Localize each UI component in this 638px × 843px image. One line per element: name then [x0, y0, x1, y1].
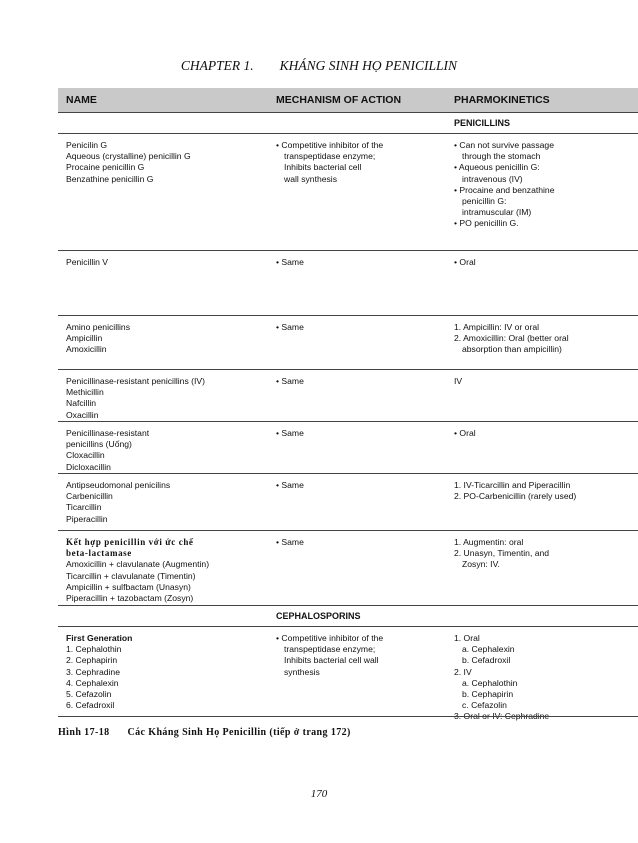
mechanism-text: • Same — [276, 257, 304, 267]
pk-text: 1. IV-Ticarcillin and Piperacillin — [454, 480, 571, 490]
pk-text: 1. Oral — [454, 633, 480, 643]
mechanism-text: transpeptidase enzyme; — [284, 151, 376, 162]
name-cell — [66, 376, 266, 421]
pk-text: • Oral — [454, 257, 476, 267]
figure-caption — [58, 727, 351, 738]
pk-text: • Procaine and benzathine — [454, 184, 555, 195]
chapter-title: KHÁNG SINH HỌ PENICILLIN — [279, 58, 458, 73]
name-cell — [66, 480, 266, 525]
section-row-penicillins — [58, 112, 638, 133]
pharmacokinetics-cell — [454, 633, 638, 723]
pharmacokinetics-cell — [454, 257, 638, 268]
column-header-name: NAME — [66, 94, 97, 106]
drug-name: Nafcillin — [66, 398, 97, 409]
mechanism-text: • Same — [276, 322, 304, 332]
pk-text: • Oral — [454, 428, 476, 438]
table-row — [58, 315, 638, 369]
mechanism-cell — [276, 257, 448, 268]
mechanism-text: • Same — [276, 480, 304, 490]
pk-text: b. Cefadroxil — [462, 655, 511, 666]
drug-name: Kết hợp penicillin với ức chế — [66, 537, 194, 547]
mechanism-text: • Same — [276, 537, 304, 547]
section-label-cephalosporins: CEPHALOSPORINS — [276, 611, 361, 621]
mechanism-cell — [276, 428, 448, 439]
chapter-label: CHAPTER 1. — [180, 58, 254, 73]
drug-name: Piperacillin + tazobactam (Zosyn) — [66, 593, 194, 604]
pharmacokinetics-cell — [454, 480, 638, 502]
section-row-cephalosporins — [58, 605, 638, 626]
mechanism-cell — [276, 322, 448, 333]
pk-text: a. Cephalexin — [462, 644, 515, 655]
pk-text: • PO penicillin G. — [454, 218, 519, 229]
mechanism-text: synthesis — [284, 666, 320, 677]
pk-text: • Aqueous penicillin G: — [454, 162, 540, 173]
mechanism-text: • Same — [276, 428, 304, 438]
pk-text: Zosyn: IV. — [462, 559, 500, 570]
drug-name: Benzathine penicillin G — [66, 173, 154, 184]
name-cell — [66, 322, 266, 356]
pk-text: b. Cephapirin — [462, 689, 514, 700]
table-row — [58, 530, 638, 605]
pk-text: IV — [454, 376, 463, 386]
mechanism-cell — [276, 480, 448, 491]
name-cell — [66, 140, 266, 185]
name-cell — [66, 633, 266, 711]
figure-caption-text: Các Kháng Sinh Họ Penicillin (tiếp ở trang 172) — [127, 727, 351, 738]
drug-name: Oxacillin — [66, 409, 99, 420]
mechanism-text: • Competitive inhibitor of the — [276, 633, 384, 643]
pharmacokinetics-cell — [454, 428, 638, 439]
drug-name: Amoxicillin — [66, 344, 107, 355]
table-header — [58, 88, 638, 112]
pharmacokinetics-cell — [454, 140, 638, 230]
mechanism-cell — [276, 633, 448, 678]
drug-name: Ticarcillin — [66, 502, 102, 513]
pk-text: 1. Augmentin: oral — [454, 537, 524, 547]
mechanism-cell — [276, 140, 448, 185]
drug-name: 5. Cefazolin — [66, 689, 112, 700]
figure-label: Hình 17-18 — [58, 727, 110, 738]
drug-name: Amino penicillins — [66, 322, 131, 332]
name-cell — [66, 428, 266, 473]
mechanism-cell — [276, 376, 448, 387]
pk-text: a. Cephalothin — [462, 677, 518, 688]
mechanism-text: wall synthesis — [284, 173, 338, 184]
pk-text: intravenous (IV) — [462, 173, 523, 184]
table-row — [58, 421, 638, 473]
drug-name: Penicillinase-resistant penicillins (IV) — [66, 376, 205, 386]
pharmacokinetics-cell — [454, 376, 638, 387]
pharmacokinetics-cell — [454, 537, 638, 571]
drug-name: Piperacillin — [66, 513, 108, 524]
mechanism-text: Inhibits bacterial cell wall — [284, 655, 379, 666]
pk-text: 2. Amoxicillin: Oral (better oral — [454, 333, 569, 344]
drug-name: Methicillin — [66, 387, 104, 398]
drug-name: Aqueous (crystalline) penicillin G — [66, 151, 191, 162]
name-cell — [66, 537, 266, 604]
name-cell — [66, 257, 266, 268]
drug-name: Carbenicillin — [66, 491, 113, 502]
antibiotic-table — [58, 88, 638, 722]
mechanism-text: transpeptidase enzyme; — [284, 644, 376, 655]
drug-name: Ampicillin + sulfbactam (Unasyn) — [66, 581, 191, 592]
drug-name: Dicloxacillin — [66, 461, 111, 472]
pk-text: 1. Ampicillin: IV or oral — [454, 322, 540, 332]
drug-name: Cloxacillin — [66, 450, 105, 461]
table-bottom-rule — [58, 716, 638, 717]
pk-text: 2. Unasyn, Timentin, and — [454, 548, 550, 559]
mechanism-text: • Competitive inhibitor of the — [276, 140, 384, 150]
drug-name: 6. Cefadroxil — [66, 700, 115, 711]
drug-name: penicillins (Uống) — [66, 439, 132, 450]
drug-name: Antipseudomonal penicilins — [66, 480, 171, 490]
pk-text: 2. PO-Carbenicillin (rarely used) — [454, 491, 577, 502]
pk-text: • Can not survive passage — [454, 140, 554, 150]
pk-text: through the stomach — [462, 151, 541, 162]
drug-name: Penicilin G — [66, 140, 108, 150]
drug-name: Ampicillin — [66, 333, 103, 344]
column-header-pharmacokinetics: PHARMOKINETICS — [454, 94, 550, 106]
table-row — [58, 626, 638, 722]
table-row — [58, 473, 638, 530]
drug-name: 3. Cephradine — [66, 666, 120, 677]
pk-text: 2. IV — [454, 666, 472, 677]
pk-text: absorption than ampicillin) — [462, 344, 562, 355]
section-label-penicillins: PENICILLINS — [454, 118, 511, 128]
column-header-mechanism: MECHANISM OF ACTION — [276, 94, 402, 106]
drug-name: First Generation — [66, 633, 133, 643]
drug-name: Penicillin V — [66, 257, 109, 267]
pk-text: intramuscular (IM) — [462, 207, 532, 218]
table-row — [58, 250, 638, 315]
table-row — [58, 369, 638, 421]
drug-name: Ticarcillin + clavulanate (Timentin) — [66, 570, 196, 581]
drug-name: 4. Cephalexin — [66, 677, 119, 688]
drug-name: 1. Cephalothin — [66, 644, 122, 655]
mechanism-text: Inhibits bacterial cell — [284, 162, 362, 173]
drug-name: 2. Cephapirin — [66, 655, 118, 666]
drug-name: Procaine penicillin G — [66, 162, 145, 173]
pk-text: penicillin G: — [462, 196, 507, 207]
drug-name: beta-lactamase — [66, 548, 132, 559]
pharmacokinetics-cell — [454, 322, 638, 356]
pk-text: 3. Oral or IV: Cephradine — [454, 711, 550, 722]
chapter-heading — [0, 58, 638, 74]
mechanism-cell — [276, 537, 448, 548]
table-row — [58, 133, 638, 250]
pk-text: c. Cefazolin — [462, 700, 507, 711]
drug-name: Amoxicillin + clavulanate (Augmentin) — [66, 559, 210, 570]
mechanism-text: • Same — [276, 376, 304, 386]
drug-name: Penicillinase-resistant — [66, 428, 150, 438]
page-number: 170 — [310, 788, 328, 800]
